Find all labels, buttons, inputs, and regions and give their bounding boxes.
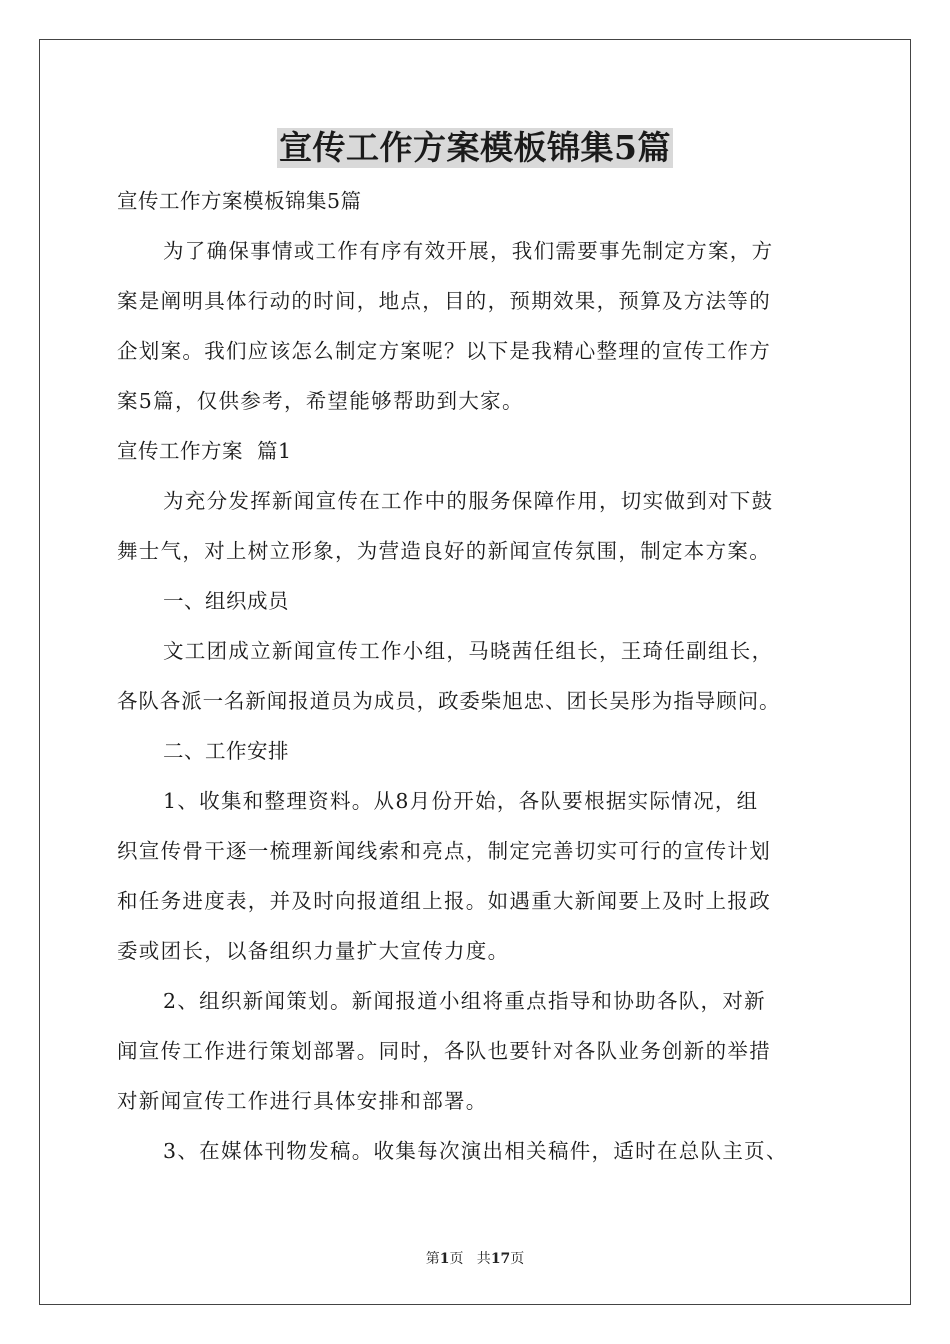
title-wrap <box>0 128 950 168</box>
section-subheading: 二、工作安排 <box>163 739 289 763</box>
paragraph-line: 织宣传骨干逐一梳理新闻线索和亮点，制定完善切实可行的宣传计划 <box>117 839 771 863</box>
paragraph-line: 各队各派一名新闻报道员为成员，政委柴旭忠、团长吴彤为指导顾问。 <box>117 689 781 713</box>
document-body <box>117 176 835 1176</box>
paragraph-line: 舞士气，对上树立形象，为营造良好的新闻宣传氛围，制定本方案。 <box>117 539 771 563</box>
paragraph-line: 委或团长，以备组织力量扩大宣传力度。 <box>117 939 510 963</box>
subtitle-line: 宣传工作方案模板锦集5篇 <box>117 189 362 213</box>
current-page-number: 1 <box>439 1251 450 1267</box>
section-heading: 宣传工作方案 篇1 <box>117 439 292 463</box>
paragraph-line: 2、组织新闻策划。新闻报道小组将重点指导和协助各队，对新 <box>163 989 766 1013</box>
footer-mid: 页 共 <box>449 1251 491 1267</box>
document-title: 宣传工作方案模板锦集5篇 <box>279 128 671 167</box>
paragraph-line: 案是阐明具体行动的时间，地点，目的，预期效果，预算及方法等的 <box>117 289 771 313</box>
paragraph-line: 闻宣传工作进行策划部署。同时，各队也要针对各队业务创新的举措 <box>117 1039 771 1063</box>
footer-prefix: 第 <box>425 1251 440 1267</box>
paragraph-line: 文工团成立新闻宣传工作小组，马晓茜任组长，王琦任副组长， <box>163 639 774 663</box>
paragraph-line: 和任务进度表，并及时向报道组上报。如遇重大新闻要上及时上报政 <box>117 889 771 913</box>
paragraph-line: 为充分发挥新闻宣传在工作中的服务保障作用，切实做到对下鼓 <box>163 489 774 513</box>
paragraph-line: 企划案。我们应该怎么制定方案呢？以下是我精心整理的宣传工作方 <box>117 339 771 363</box>
section-subheading: 一、组织成员 <box>163 589 289 613</box>
paragraph-line: 对新闻宣传工作进行具体安排和部署。 <box>117 1089 488 1113</box>
paragraph-line: 3、在媒体刊物发稿。收集每次演出相关稿件，适时在总队主页、 <box>163 1139 788 1163</box>
page-footer <box>0 1248 950 1268</box>
total-page-count: 17 <box>490 1251 511 1267</box>
paragraph-line: 1、收集和整理资料。从8月份开始，各队要根据实际情况，组 <box>163 789 759 813</box>
paragraph-line: 案5篇，仅供参考，希望能够帮助到大家。 <box>117 389 524 413</box>
paragraph-line: 为了确保事情或工作有序有效开展，我们需要事先制定方案，方 <box>163 239 774 263</box>
footer-suffix: 页 <box>510 1251 525 1267</box>
